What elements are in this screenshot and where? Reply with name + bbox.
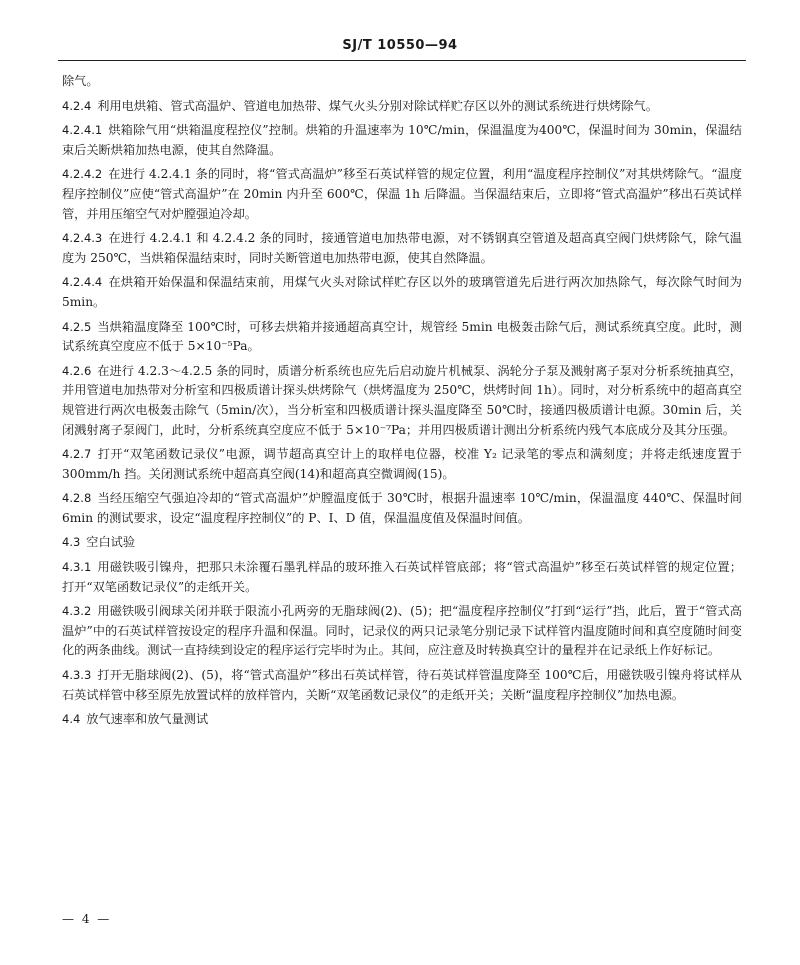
clause-number: 4.2.4.3 bbox=[62, 231, 103, 246]
clause-number: 4.2.8 bbox=[62, 491, 92, 506]
clause-paragraph bbox=[62, 602, 742, 661]
clause-text: 用磁铁吸引阀球关闭并联于限流小孔两旁的无脂球阀(2)、(5)；把“温度程序控制仪”打到“运行”挡，此后，置于“管式高温炉”中的石英试样管按设定的程序升温和保温。同时，记录仪的两只记录笔分别记录下试样管内温度随时间和真空度随时间变化的两条曲线。测试一直持续到设定的程序运行完毕时为止。其间，应注意及时转换真空计的量程并在记录纸上作好标记。 bbox=[62, 604, 742, 658]
clause-number: 4.2.4.2 bbox=[62, 167, 103, 182]
section-heading bbox=[62, 710, 742, 730]
clause-paragraph bbox=[62, 666, 742, 705]
clause-text: 利用电烘箱、管式高温炉、管道电加热带、煤气火头分别对除试样贮存区以外的测试系统进行烘烤除气。 bbox=[97, 98, 658, 113]
clause-paragraph bbox=[62, 121, 742, 160]
clause-text: 打开无脂球阀(2)、(5)，将“管式高温炉”移出石英试样管，待石英试样管温度降至 100℃后，用磁铁吸引镍舟将试样从石英试样管中移至原先放置试样的放样管内，关断“双笔函数记录仪”的走纸开关；关断“温度程序控制仪”加热电源。 bbox=[62, 668, 742, 702]
clause-paragraph bbox=[62, 445, 742, 484]
clause-text: 当经压缩空气强迫冷却的“管式高温炉”炉膛温度低于 30℃时，根据升温速率 10℃/min，保温温度 440℃、保温时间 6min 的测试要求，设定“温度程序控制仪”的 P、I、D 值，保温温度值及保温时间值。 bbox=[62, 491, 742, 525]
clause-text: 在进行 4.2.4.1 和 4.2.4.2 条的同时，接通管道电加热带电源，对不锈钢真空管道及超高真空阀门烘烤除气，除气温度为 250℃，当烘箱保温结束时，同时关断管道电加热带电源，使其自然降温。 bbox=[62, 231, 742, 265]
clause-paragraph bbox=[62, 229, 742, 268]
clause-text: 烘箱除气用“烘箱温度程控仪”控制。烘箱的升温速率为 10℃/min，保温温度为400℃，保温时间为 30min，保温结束后关断烘箱加热电源，使其自然降温。 bbox=[62, 123, 742, 157]
clause-number: 4.2.4.1 bbox=[62, 123, 103, 138]
clause-number: 4.3 bbox=[62, 535, 81, 550]
clause-text: 在进行 4.2.3～4.2.5 条的同时，质谱分析系统也应先后启动旋片机械泵、涡轮分子泵及溅射离子泵对分析系统抽真空，并用管道电加热带对分析室和四极质谱计探头烘烤除气（烘烤温度为 250℃，烘烤时间 1h）。同时，对分析系统中的超高真空规管进行两次电极轰击除气（5min/次），当分析室和四极质谱计探头温度降至 50℃时，接通四极质谱计电源。30min 后，关闭溅射离子泵阀门，此时，分析系统真空度应不低于 5×10⁻⁷Pa；并用四极质谱计测出分析系统内残气本底成分及其分压强。 bbox=[62, 363, 742, 437]
clause-text: 用磁铁吸引镍舟，把那只未涂覆石墨乳样品的玻环推入石英试样管底部；将“管式高温炉”移至石英试样管的规定位置；打开“双笔函数记录仪”的走纸开关。 bbox=[62, 560, 742, 594]
clause-paragraph bbox=[62, 72, 742, 92]
clause-number: 4.2.7 bbox=[62, 447, 92, 462]
clause-number: 4.3.1 bbox=[62, 560, 92, 575]
header-divider bbox=[58, 60, 746, 61]
clause-paragraph bbox=[62, 489, 742, 528]
clause-number: 4.2.5 bbox=[62, 319, 92, 334]
clause-text: 除气。 bbox=[62, 74, 99, 88]
clause-paragraph bbox=[62, 318, 742, 357]
clause-number: 4.2.4.4 bbox=[62, 275, 103, 290]
clause-paragraph bbox=[62, 558, 742, 597]
document-body bbox=[62, 72, 742, 735]
clause-text: 在烘箱开始保温和保温结束前，用煤气火头对除试样贮存区以外的玻璃管道先后进行两次加热除气，每次除气时间为 5min。 bbox=[62, 275, 742, 309]
clause-number: 4.3.2 bbox=[62, 604, 92, 619]
clause-paragraph bbox=[62, 165, 742, 224]
section-heading bbox=[62, 533, 742, 553]
clause-number: 4.4 bbox=[62, 712, 81, 727]
standard-code-header: SJ/T 10550—94 bbox=[342, 38, 458, 53]
clause-text: 当烘箱温度降至 100℃时，可移去烘箱并接通超高真空计，规管经 5min 电极轰击除气后，测试系统真空度。此时，测试系统真空度应不低于 5×10⁻⁵Pa。 bbox=[62, 319, 742, 354]
clause-number: 4.3.3 bbox=[62, 668, 92, 683]
clause-text: 打开“双笔函数记录仪”电源，调节超高真空计上的取样电位器，校准 Y₂ 记录笔的零点和满刻度；并将走纸速度置于 300mm/h 挡。关闭测试系统中超高真空阀(14)和超高真空微调阀(15)。 bbox=[62, 447, 742, 481]
clause-paragraph bbox=[62, 362, 742, 440]
clause-paragraph bbox=[62, 273, 742, 312]
clause-number: 4.2.4 bbox=[62, 98, 92, 113]
clause-text: 空白试验 bbox=[86, 535, 136, 550]
page-number: — 4 — bbox=[62, 912, 112, 926]
clause-text: 在进行 4.2.4.1 条的同时，将“管式高温炉”移至石英试样管的规定位置，利用“温度程序控制仪”对其烘烤除气。“温度程序控制仪”应使“管式高温炉”在 20min 内升至 600℃，保温 1h 后降温。当保温结束后，立即将“管式高温炉”移出石英试样管，并用压缩空气对炉膛强迫冷却。 bbox=[62, 167, 742, 221]
clause-number: 4.2.6 bbox=[62, 363, 92, 378]
clause-text: 放气速率和放气量测试 bbox=[86, 712, 209, 727]
clause-paragraph bbox=[62, 97, 742, 117]
